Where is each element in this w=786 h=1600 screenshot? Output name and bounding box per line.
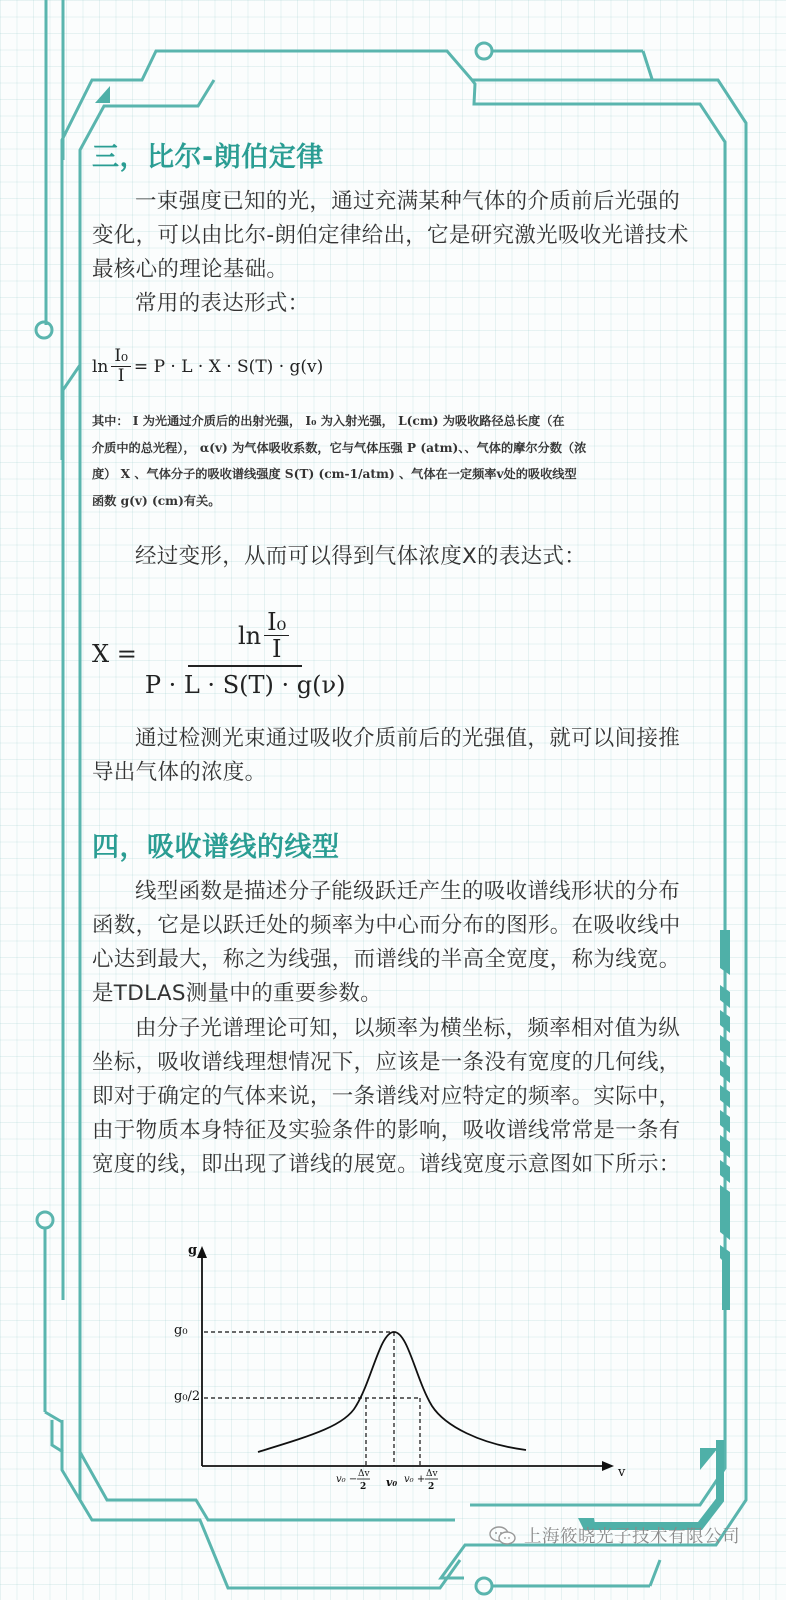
formula-concentration [92,610,345,699]
paragraph-text: 由分子光谱理论可知，以频率为横坐标，频率相对值为纵坐标，吸收谱线理想情况下，应该是一条没有宽度的几何线，即对于确定的气体来说，一条谱线对应特定的频率。实际中，由于物质本身特征及实验条件的影响，吸收谱线常常是一条有宽度的线，即出现了谱线的展宽。谱线宽度示意图如下所示： [92,1016,681,1177]
section-heading-lineshape: 四，吸收谱线的线型 [92,832,340,863]
note-line: 介质中的总光程）， α(v) 为气体吸收系数，它与气体压强 P (atm)、、气体的摩尔分数（浓 [92,440,587,455]
y-axis-arrow-icon [197,1246,207,1258]
svg-text:2: 2 [428,1482,435,1490]
paragraph-intro [92,185,692,287]
section-heading-beer-lambert: 三，比尔-朗伯定律 [92,142,324,173]
formula-inner-fraction [264,610,289,663]
formula-denominator: I [117,365,125,386]
formula-lhs: X = [92,640,137,669]
note-line: 函数 g(v) (cm)有关。 [92,493,221,508]
svg-text:g₀: g₀ [174,1323,188,1338]
paragraph-lineshape-def [92,875,692,1011]
lineshape-chart [150,1240,630,1490]
footer-attribution [488,1523,740,1548]
svg-text:v₀ −: v₀ − [336,1474,358,1485]
formula-numerator: I₀ [264,610,289,636]
paragraph-derivation [92,540,692,574]
formula-fraction [111,348,131,386]
formula-big-denominator: P · L · S(T) · g(ν) [144,670,346,699]
formula-ln: ln [92,356,109,377]
formula-ln: ln [238,622,262,651]
x-axis-arrow-icon [602,1461,614,1471]
formula-beer-lambert [92,348,323,386]
paragraph-broadening [92,1012,692,1182]
paragraph-text: 经过变形，从而可以得到气体浓度X的表达式： [135,544,587,569]
paragraph-text: 线型函数是描述分子能级跃迁产生的吸收谱线形状的分布函数，它是以跃迁处的频率为中心而分布的图形。在吸收线中心达到最大，称之为线强，而谱线的半高全宽度，称为线宽。是TDLAS测量中的重要参数。 [92,879,681,1006]
svg-text:g₀/2: g₀/2 [174,1389,201,1404]
note-line: 度） X 、气体分子的吸收谱线强度 S(T) (cm-1/atm) 、气体在一定频率v处的吸收线型 [92,467,577,481]
footer-company-name: 上海筱晓光子技术有限公司 [524,1527,740,1547]
paragraph-text: 一束强度已知的光，通过充满某种气体的介质前后光强的变化，可以由比尔-朗伯定律给出，它是研究激光吸收光谱技术最核心的理论基础。 [92,189,689,282]
formula-big-numerator [188,610,302,667]
svg-text:g: g [188,1243,198,1258]
paragraph-text: 通过检测光束通过吸收介质前后的光强值，就可以间接推导出气体的浓度。 [92,726,681,785]
svg-text:Δv: Δv [358,1469,370,1479]
lineshape-curve [258,1332,526,1452]
formula-note [92,408,692,514]
paragraph-conclusion [92,722,692,790]
formula-denominator: I [271,635,282,664]
svg-text:v₀: v₀ [386,1476,398,1489]
formula-numerator: I₀ [111,348,131,367]
svg-text:2: 2 [360,1482,367,1490]
formula-big-fraction [145,610,346,699]
svg-text:Δv: Δv [426,1469,438,1479]
paragraph-common-form [92,287,692,321]
formula-rhs: = P · L · X · S(T) · g(v) [133,356,324,377]
note-line: 其中： I 为光通过介质后的出射光强， I₀ 为入射光强， L(cm) 为吸收路径总长度（在 [92,414,565,428]
wechat-icon [488,1525,518,1547]
svg-text:v: v [618,1465,626,1480]
paragraph-text: 常用的表达形式： [135,291,310,316]
svg-text:v₀ +: v₀ + [404,1474,426,1485]
